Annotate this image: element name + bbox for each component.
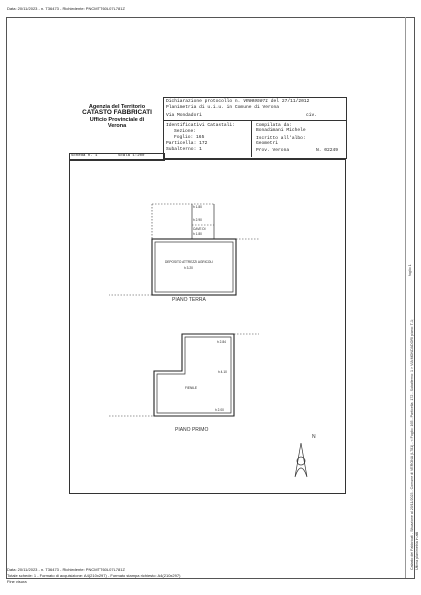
iscritto-label: Iscritto all'albo: (256, 136, 306, 141)
piano-primo-drawing (109, 334, 259, 433)
deposito-room (152, 239, 236, 295)
identificativi-sezione: Sezione: (174, 129, 197, 134)
right-vertical-small: foglio 1 (408, 264, 412, 276)
info-divider-1 (163, 120, 346, 121)
info-planimetria: Planimetria di u.i.u. in Comune di Verona (166, 105, 280, 110)
h1-label: h 1.80 (193, 205, 202, 209)
piano-terra-label: PIANO TERRA (172, 297, 206, 303)
agency-line3: Ufficio Provinciale di (89, 116, 145, 123)
prov-number: N. 02249 (316, 148, 339, 153)
del-value: 27/11/2012 (281, 99, 310, 104)
piano-primo-label: PIANO PRIMO (175, 427, 209, 433)
footer-line3: Fine visura (7, 579, 27, 584)
footer-line2: Totale schede: 1 - Formato di acquisizione: A4(210x297) - Formato stampa richiesto: A4(210x297) (7, 573, 181, 578)
fienile-room (154, 334, 234, 416)
h3-label: h 1.80 (193, 232, 202, 236)
cavedio-label: CAVE DI (193, 227, 206, 231)
identificativi-foglio: Foglio: 165 (174, 135, 205, 140)
header-line: Data: 20/11/2023 - n. T36473 - Richiedente: PNCMTT60L07L781Z (7, 6, 125, 11)
agency-line4: Verona (107, 123, 127, 130)
footer-line1: Data: 20/11/2023 - n. T36473 - Richiedente: PNCMTT60L07L781Z (7, 567, 125, 572)
right-vertical-label: Ultima planimetria in atti (415, 531, 419, 570)
dichiarazione-label: Dichiarazione protocollo n. (166, 99, 241, 104)
floor-plan (69, 159, 345, 493)
frame-right-inner (405, 17, 406, 578)
compilata-title: Compilata da: (256, 123, 292, 128)
del-label: del (270, 99, 280, 104)
iscritto-value: Geometri (256, 141, 279, 146)
info-divider-v (251, 120, 252, 157)
north-label: N (312, 434, 316, 440)
frame-right (414, 17, 415, 578)
h-dep-label: h 3.20 (184, 266, 193, 270)
frame-bottom (6, 578, 415, 579)
identificativi-title: Identificativi Catastali: (166, 123, 235, 128)
north-arrow (295, 434, 316, 477)
info-civ: civ. (306, 113, 318, 118)
frame-top (6, 17, 415, 18)
agency-line2: CATASTO FABBRICATI (82, 109, 152, 117)
scheda-label: Scheda n. 1 (71, 154, 98, 158)
h2-label: h 2.90 (193, 218, 202, 222)
fienile-label: FIENILE (185, 386, 198, 390)
scheda-scale: Scala 1:200 (118, 154, 145, 158)
h-bottom2-label: h 2.00 (215, 408, 224, 412)
h-mid2-label: h 4.10 (218, 370, 227, 374)
dichiarazione-value: VR0095071 (243, 99, 269, 104)
identificativi-particella: Particella: 172 (166, 141, 208, 146)
prov-label: Prov. Verona (256, 148, 290, 153)
frame-left (6, 17, 7, 578)
deposito-label: DEPOSITO ATTREZZI AGRICOLI (165, 260, 214, 264)
info-via: Via Mondadori (166, 113, 202, 118)
north-arrow-circle (297, 457, 305, 465)
identificativi-subalterno: Subalterno: 1 (166, 147, 202, 152)
agency-line1: Agenzia del Territorio (88, 104, 146, 110)
deposito-inner (155, 242, 233, 292)
fienile-inner (157, 337, 231, 413)
h-top2-label: h 2.84 (217, 340, 226, 344)
agency-block (72, 104, 162, 130)
compilata-name: Bonadimani Michele (256, 128, 306, 133)
right-vertical-long: Catasto dei Fabbricati - Situazione al 20/11/2023 - Comune di VERONA (L781) - < Foglio: 165 - Particella: 172 - Subalterno: 1 > VIA MONDADORI piano: T-1; (410, 319, 414, 570)
piano-terra-drawing (109, 204, 259, 303)
